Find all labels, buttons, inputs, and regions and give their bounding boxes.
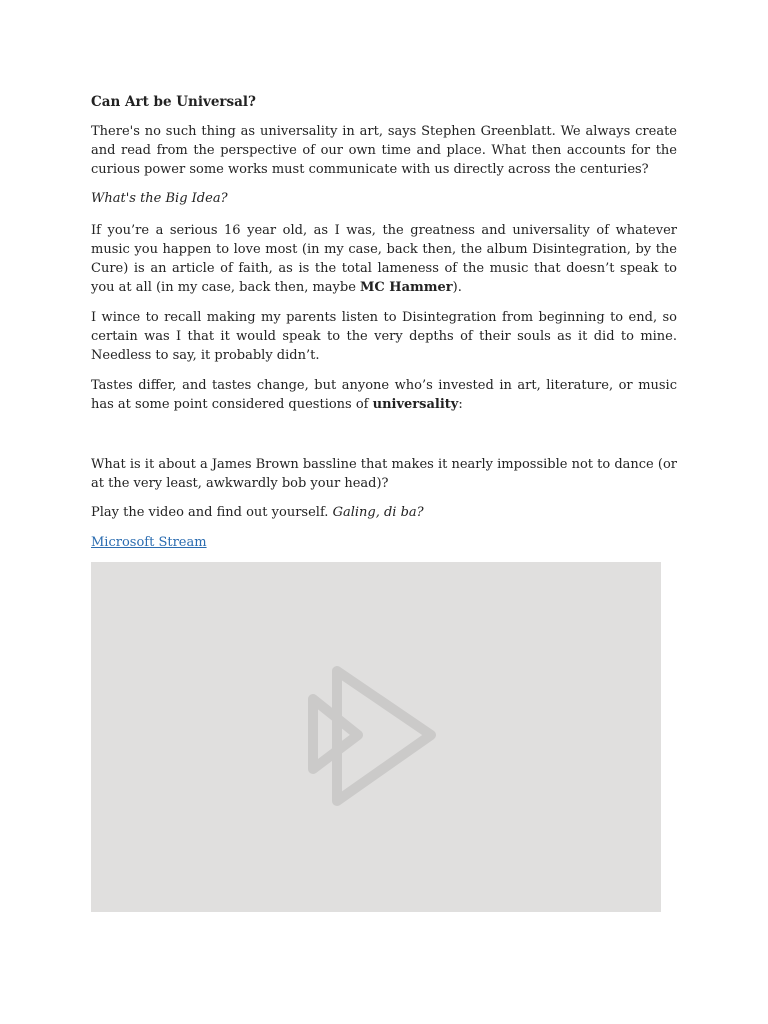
paragraph-play-video — [91, 503, 677, 522]
bold-universality: universality — [372, 397, 459, 412]
paragraph-james-brown: What is it about a James Brown bassline that makes it nearly impossible not to dance (or at the very least, awkwardly bob your head)? — [91, 457, 677, 491]
microsoft-stream-link[interactable]: Microsoft Stream — [91, 535, 207, 550]
video-embed[interactable] — [91, 562, 661, 912]
intro-paragraph: There's no such thing as universality in art, says Stephen Greenblatt. We always create and read from the perspective of our own time and place. What then accounts for the curious power some works must communicate with us directly across the centuries? — [91, 124, 677, 177]
article-title: Can Art be Universal? — [91, 94, 256, 110]
paragraph-parents: I wince to recall making my parents listen to Disintegration from beginning to end, so certain was I that it would speak to the very depths of their souls as it did to mine. Needless to say, it probably didn’t. — [91, 310, 677, 363]
big-idea-heading: What's the Big Idea? — [91, 191, 228, 206]
paragraph-text-end: : — [458, 397, 463, 412]
paragraph-text: Play the video and find out yourself. — [91, 505, 333, 520]
paragraph-text: Tastes differ, and tastes change, but anyone who’s invested in art, literature, or music has at some point considered questions of — [91, 378, 677, 412]
paragraph-text-end: ). — [452, 280, 462, 295]
italic-galing: Galing, di ba? — [332, 505, 424, 520]
bold-mc-hammer: MC Hammer — [360, 280, 453, 295]
paragraph-sixteen-year-old — [91, 221, 677, 297]
paragraph-tastes — [91, 376, 677, 414]
paragraph-text: If you’re a serious 16 year old, as I was, the greatness and universality of whatever music you happen to love most (in my case, back then, the album Disintegration, by the Cure) is an article of faith, as is the total lameness of the music that doesn’t speak to you at all (in my case, back then, maybe — [91, 223, 677, 295]
play-icon[interactable] — [303, 659, 443, 809]
